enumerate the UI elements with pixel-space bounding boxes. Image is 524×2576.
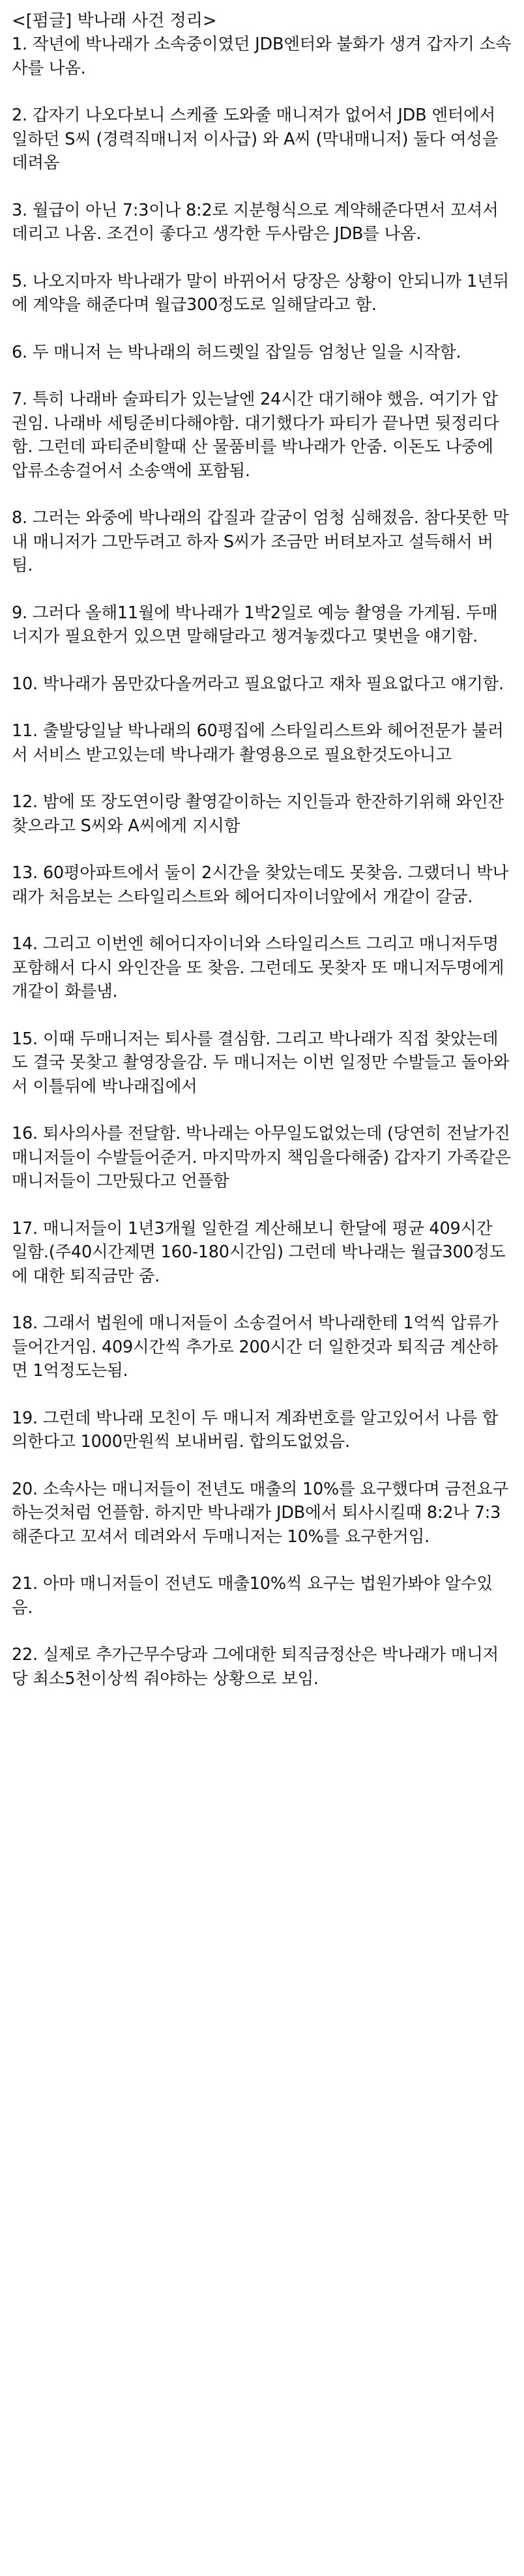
spacer bbox=[12, 246, 512, 270]
spacer bbox=[12, 175, 512, 199]
spacer bbox=[12, 767, 512, 790]
item-22: 22. 실제로 추가근무수당과 그에대한 퇴직금정산은 박나래가 매니저당 최소5천이상씩 줘야하는 상황으로 보임. bbox=[12, 1645, 499, 1689]
spacer bbox=[12, 1288, 512, 1311]
spacer bbox=[12, 578, 512, 601]
spacer bbox=[12, 1194, 512, 1217]
spacer bbox=[12, 364, 512, 388]
spacer bbox=[12, 649, 512, 672]
item-16: 16. 퇴사의사를 전달함. 박나래는 아무일도없었는데 (당연히 전날가진 매니저들이 수발들어준거. 마지막까지 책임을다해줌) 갑자기 가족같은 매니저들이 그만뒀다고 언플함 bbox=[12, 1124, 516, 1191]
item-9: 9. 그러다 올해11월에 박나래가 1박2일로 예능 촬영을 가게됨. 두매너지가 필요한거 있으면 말해달라고 챙겨놓겠다고 몇번을 얘기함. bbox=[12, 603, 498, 646]
item-12: 12. 밤에 또 장도연이랑 촬영같이하는 지인들과 한잔하기위해 와인잔 찾으라고 S씨와 A씨에게 지시함 bbox=[12, 792, 509, 836]
item-1: 1. 작년에 박나래가 소속중이였던 JDB엔터와 불화가 생겨 갑자기 소속사를 나옴. bbox=[12, 35, 512, 78]
item-5: 5. 나오지마자 박나래가 말이 바뀌어서 당장은 상황이 안되니까 1년뒤에 계약을 해준다며 월급300정도로 일해달라고 함. bbox=[12, 271, 509, 315]
item-17: 17. 매니저들이 1년3개월 일한걸 계산해보니 한달에 평균 409시간 일함.(주40시간제면 160-180시간임) 그런데 박나래는 월급300정도에 대한 퇴직금만 줌. bbox=[12, 1218, 506, 1286]
spacer bbox=[12, 1098, 512, 1122]
item-2: 2. 갑자기 나오다보니 스케쥴 도와줄 매니져가 없어서 JDB 엔터에서 일하던 S씨 (경력직매니저 이사급) 와 A씨 (막내매니저) 둘다 여성을 데려옴 bbox=[12, 106, 504, 173]
item-3: 3. 월급이 아닌 7:3이나 8:2로 지분형식으로 계약해준다면서 꼬셔서 데리고 나옴. 조건이 좋다고 생각한 두사람은 JDB를 나옴. bbox=[12, 200, 504, 244]
item-20: 20. 소속사는 매니저들이 전년도 매출의 10%를 요구했다며 금전요구하는것처럼 언플함. 하지만 박나래가 JDB에서 퇴사시킬때 8:2나 7:3해준다고 꼬셔서 데려와서 두매니저는 10%를 요구한거임. bbox=[12, 1479, 509, 1547]
item-21: 21. 아마 매니저들이 전년도 매출10%씩 요구는 법원가봐야 알수있음. bbox=[12, 1574, 493, 1618]
item-10: 10. 박나래가 몸만갔다올꺼라고 필요없다고 재차 필요없다고 얘기함. bbox=[12, 674, 504, 694]
spacer bbox=[12, 1620, 512, 1643]
item-15: 15. 이때 두매니저는 퇴사를 결심함. 그리고 박나래가 직접 찾았는데도 결국 못찾고 촬영장을감. 두 매니저는 이번 일정만 수발들고 돌아와서 이틀뒤에 박나래집에서 bbox=[12, 1029, 510, 1096]
spacer bbox=[12, 1549, 512, 1572]
spacer bbox=[12, 1383, 512, 1407]
spacer bbox=[12, 909, 512, 932]
spacer bbox=[12, 483, 512, 506]
spacer bbox=[12, 317, 512, 341]
item-19: 19. 그런데 박나래 모친이 두 매니저 계좌번호를 알고있어서 나름 합의한다고 1000만원씩 보내버림. 합의도없었음. bbox=[12, 1408, 499, 1452]
item-6: 6. 두 매니저 는 박나래의 허드렛일 잡일등 엄청난 일을 시작함. bbox=[12, 342, 461, 362]
item-7: 7. 특히 나래바 술파티가 있는날엔 24시간 대기해야 했음. 여기가 압권임. 나래바 세팅준비다해야함. 대기했다가 파티가 끝나면 뒷정리다함. 그런데 파티준비할때 산 물품비를 박나래가 안줌. 이돈도 나중에 압류소송걸어서 소송액에 포함됨. bbox=[12, 390, 499, 481]
spacer bbox=[12, 696, 512, 719]
spacer bbox=[12, 1454, 512, 1478]
post-title: <[펌글] 박나래 사건 정리> bbox=[12, 11, 217, 31]
spacer bbox=[12, 838, 512, 861]
spacer bbox=[12, 80, 512, 104]
item-8: 8. 그러는 와중에 박나래의 갑질과 갈굼이 엄청 심해졌음. 참다못한 막내 매니저가 그만두려고 하자 S씨가 조금만 버텨보자고 설득해서 버팀. bbox=[12, 508, 509, 575]
spacer bbox=[12, 1004, 512, 1027]
item-14: 14. 그리고 이번엔 헤어디자이너와 스타일리스트 그리고 매니저두명 포함해서 다시 와인잔을 또 찾음. 그런데도 못찾자 또 매니저두명에게 개같이 화를냄. bbox=[12, 934, 510, 1001]
item-13: 13. 60평아파트에서 둘이 2시간을 찾았는데도 못찾음. 그랬더니 박나래가 처음보는 스타일리스트와 헤어디자이너앞에서 개같이 갈굼. bbox=[12, 863, 509, 907]
item-11: 11. 출발당일날 박나래의 60평집에 스타일리스트와 헤어전문가 불러서 서비스 받고있는데 박나래가 촬영용으로 필요한것도아니고 bbox=[12, 721, 504, 765]
item-18: 18. 그래서 법원에 매니저들이 소송걸어서 박나래한테 1억씩 압류가 들어간거임. 409시간씩 추가로 200시간 더 일한것과 퇴직금 계산하면 1억정도는됨. bbox=[12, 1313, 504, 1381]
